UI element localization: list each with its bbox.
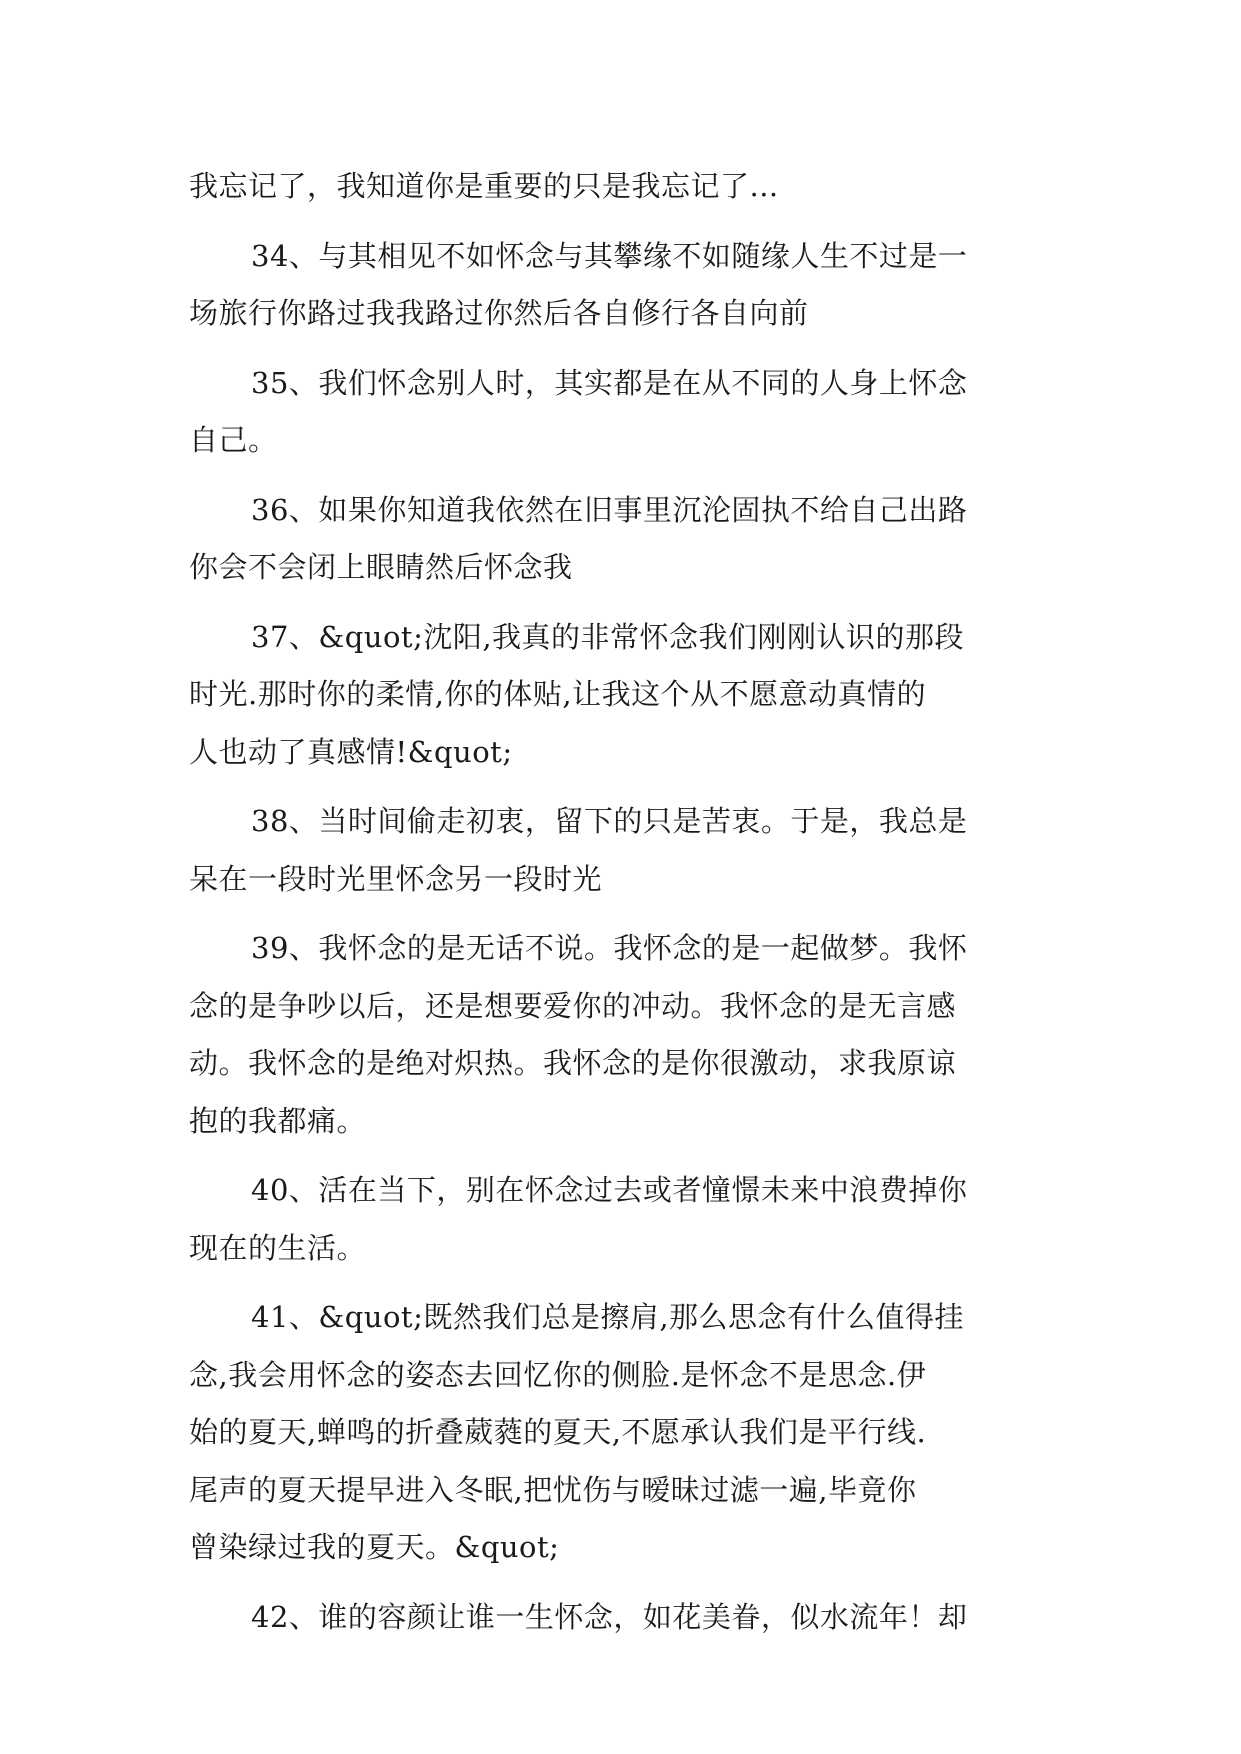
text-line: 自己。	[189, 423, 278, 457]
paragraph	[189, 1289, 1051, 1577]
text-line: 呆在一段时光里怀念另一段时光	[189, 861, 603, 896]
text-line: 42、谁的容颜让谁一生怀念，如花美眷，似水流年！却	[251, 1599, 968, 1634]
text-line: 念的是争吵以后，还是想要爱你的冲动。我怀念的是无言感	[189, 988, 957, 1023]
paragraph	[189, 793, 1051, 908]
text-line: 曾染绿过我的夏天。&quot;	[189, 1530, 560, 1564]
text-line: 现在的生活。	[189, 1230, 367, 1265]
text-line: 动。我怀念的是绝对炽热。我怀念的是你很激动，求我原谅	[189, 1046, 957, 1080]
text-line: 念,我会用怀念的姿态去回忆你的侧脸.是怀念不是思念.伊	[189, 1357, 927, 1392]
text-line: 38、当时间偷走初衷，留下的只是苦衷。于是，我总是	[251, 804, 968, 838]
text-line: 你会不会闭上眼睛然后怀念我	[189, 550, 573, 584]
text-line: 39、我怀念的是无话不说。我怀念的是一起做梦。我怀	[251, 931, 968, 965]
text-line: 时光.那时你的柔情,你的体贴,让我这个从不愿意动真情的	[189, 677, 927, 711]
text-line: 人也动了真感情!&quot;	[189, 734, 513, 769]
document-body	[189, 158, 1051, 1646]
text-line: 34、与其相见不如怀念与其攀缘不如随缘人生不过是一	[251, 238, 968, 273]
text-line: 37、&quot;沈阳,我真的非常怀念我们刚刚认识的那段	[251, 619, 965, 654]
paragraph	[189, 482, 1051, 597]
text-line: 41、&quot;既然我们总是擦肩,那么思念有什么值得挂	[251, 1300, 965, 1334]
paragraph	[189, 355, 1051, 470]
paragraph	[189, 920, 1051, 1150]
text-line: 36、如果你知道我依然在旧事里沉沦固执不给自己出路	[251, 492, 968, 527]
text-line: 我忘记了，我知道你是重要的只是我忘记了...	[189, 169, 779, 203]
paragraph	[189, 1162, 1051, 1277]
text-line: 始的夏天,蝉鸣的折叠葳蕤的夏天,不愿承认我们是平行线.	[189, 1415, 927, 1449]
text-line: 场旅行你路过我我路过你然后各自修行各自向前	[189, 296, 809, 330]
paragraph	[189, 609, 1051, 782]
text-line: 40、活在当下，别在怀念过去或者憧憬未来中浪费掉你	[251, 1173, 968, 1207]
text-line: 35、我们怀念别人时，其实都是在从不同的人身上怀念	[251, 365, 968, 400]
text-line: 抱的我都痛。	[189, 1103, 367, 1138]
text-line: 尾声的夏天提早进入冬眠,把忧伤与暧昧过滤一遍,毕竟你	[189, 1472, 917, 1507]
paragraph	[189, 228, 1051, 343]
paragraph	[189, 158, 1051, 216]
paragraph	[189, 1589, 1051, 1647]
